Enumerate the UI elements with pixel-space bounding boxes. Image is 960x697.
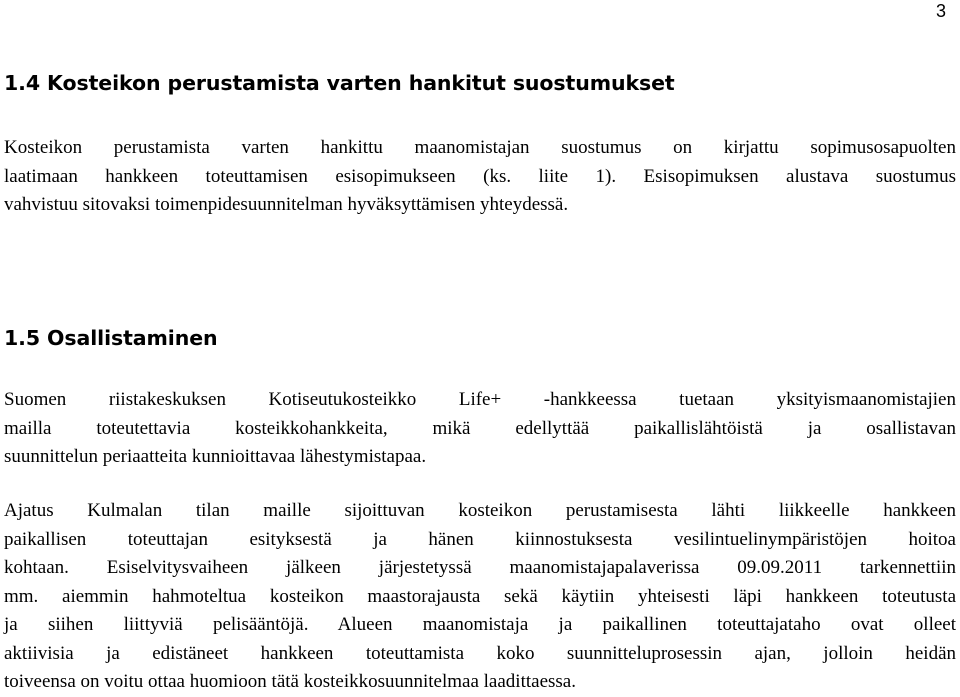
text-line: Kosteikon perustamista varten hankittu maanomistajan suostumus on kirjattu sopimusosapuolten <box>4 137 956 158</box>
section-heading-1-4: 1.4 Kosteikon perustamista varten hankitut suostumukset <box>4 71 675 95</box>
paragraph-osallistaminen-intro <box>4 386 956 472</box>
paragraph-osallistaminen-details <box>4 497 956 697</box>
text-line: suunnittelun periaatteita kunnioittavaa lähestymistapaa. <box>4 446 427 467</box>
text-line: vahvistuu sitovaksi toimenpidesuunnitelman hyväksyttämisen yhteydessä. <box>4 194 569 215</box>
text-line: aktiivisia ja edistäneet hankkeen toteuttamista koko suunnitteluprosessin ajan, jolloin heidän <box>4 642 956 664</box>
page-number: 3 <box>935 1 946 21</box>
text-line: mm. aiemmin hahmoteltua kosteikon maastorajausta sekä käytiin yhteisesti läpi hankkeen toteutusta <box>4 585 956 607</box>
text-line: Suomen riistakeskuksen Kotiseutukosteikko Life+ -hankkeessa tuetaan yksityismaanomistajien <box>4 389 956 410</box>
paragraph-suostumukset <box>4 134 956 220</box>
text-line: ja siihen liittyviä pelisääntöjä. Alueen maanomistaja ja paikallinen toteuttajataho ovat olleet <box>4 614 956 635</box>
text-line: toiveensa on voitu ottaa huomioon tätä kosteikkosuunnitelmaa laadittaessa. <box>4 671 576 692</box>
section-heading-1-5: 1.5 Osallistaminen <box>4 326 218 350</box>
text-line: paikallisen toteuttajan esityksestä ja hänen kiinnostuksesta vesilintuelinympäristöjen hoitoa <box>4 528 956 550</box>
text-line: kohtaan. Esiselvitysvaiheen jälkeen järjestetyssä maanomistajapalaverissa 09.09.2011 tarkennettiin <box>4 557 956 578</box>
text-line: laatimaan hankkeen toteuttamisen esisopimukseen (ks. liite 1). Esisopimuksen alustava suostumus <box>4 165 956 187</box>
text-line: Ajatus Kulmalan tilan maille sijoittuvan kosteikon perustamisesta lähti liikkeelle hankkeen <box>4 500 956 521</box>
text-line: mailla toteutettavia kosteikkohankkeita, mikä edellyttää paikallislähtöistä ja osallistavan <box>4 417 956 439</box>
